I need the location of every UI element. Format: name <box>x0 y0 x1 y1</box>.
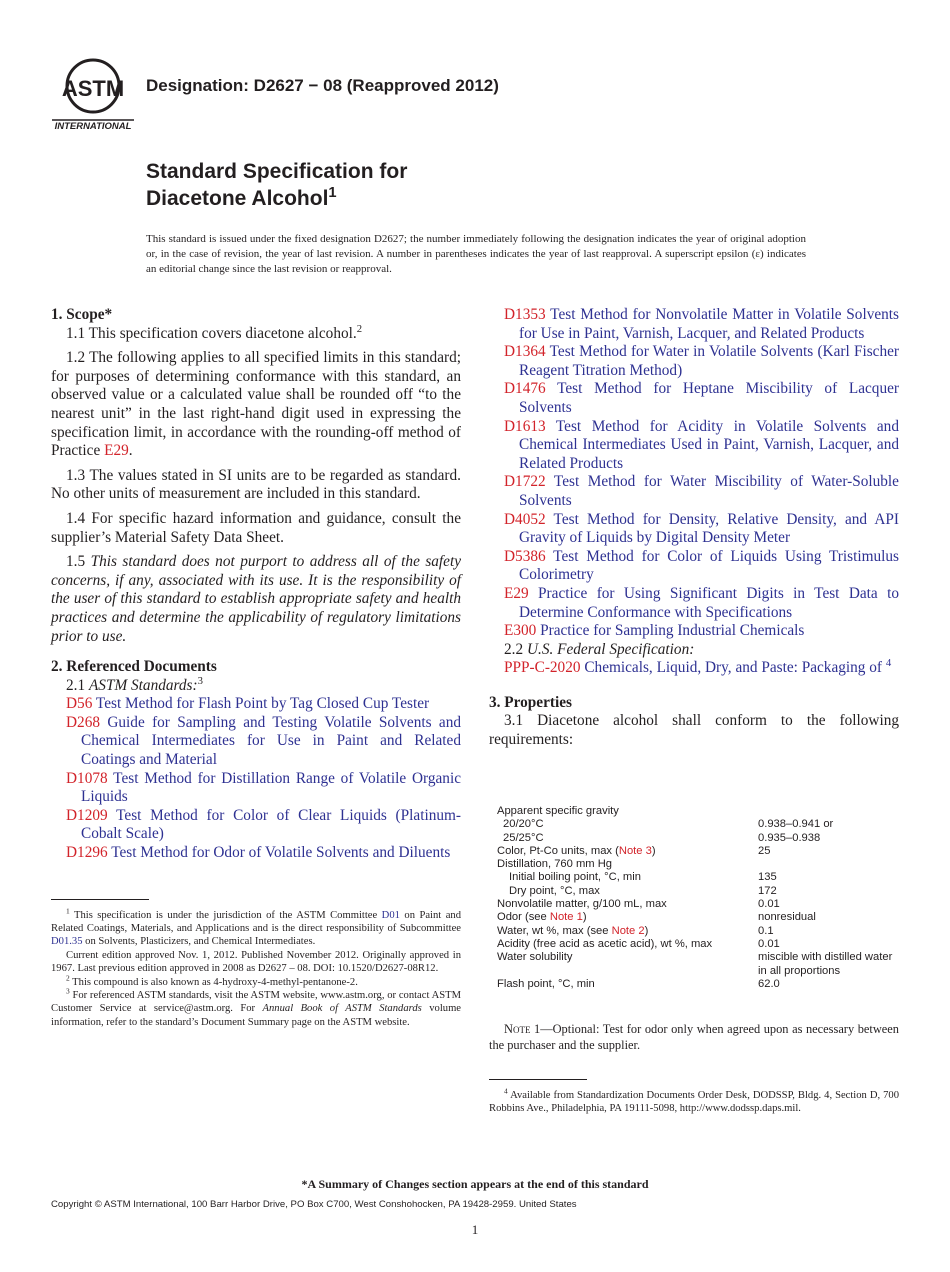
footnote-4 <box>489 1086 899 1116</box>
fn2-text: This compound is also known as 4-hydroxy-4-methyl-pentanone-2. <box>72 976 358 988</box>
ref-code-link[interactable]: E300 <box>504 622 537 640</box>
property-row <box>497 885 892 898</box>
property-label: Water, wt %, max (see Note 2) <box>497 924 649 937</box>
astm-ref-e29 <box>504 585 899 622</box>
d01-link[interactable]: D01 <box>381 909 400 921</box>
astm-logo-icon <box>52 58 134 134</box>
astm-ref-d1353 <box>504 306 899 343</box>
right-column <box>489 306 899 756</box>
fn2-mark: 2 <box>66 973 70 983</box>
property-row <box>497 845 892 858</box>
property-value: 0.935–0.938 <box>758 831 821 844</box>
astm-ref-d1476 <box>504 380 899 417</box>
fn3-mark: 3 <box>66 986 70 996</box>
page-number: 1 <box>471 1222 479 1237</box>
property-label: Acidity (free acid as acetic acid), wt %, max <box>497 937 713 950</box>
astm-ref-d1613 <box>504 418 899 474</box>
property-label: Apparent specific gravity <box>497 805 619 817</box>
ref-code-link[interactable]: D1613 <box>504 417 546 435</box>
property-row <box>497 951 892 964</box>
scope-1-3: 1.3 The values stated in SI units are to be regarded as standard. No other units of measurement are included in this standard. <box>51 466 461 503</box>
property-row <box>497 925 892 938</box>
scope-1-2 <box>51 349 461 461</box>
e29-link[interactable]: E29 <box>104 442 129 460</box>
property-label: Color, Pt-Co units, max (Note 3) <box>497 844 656 857</box>
federal-spec-num: 2.2 <box>504 640 524 658</box>
fn1-b: on Paint and Related Coatings, Materials, and Applications and is the direct responsibility of Subcommittee <box>51 909 461 935</box>
property-value <box>758 858 892 871</box>
ref-code-link[interactable]: D1353 <box>504 306 546 323</box>
title-line-2 <box>146 185 407 212</box>
scope-1-2-end: . <box>128 442 133 460</box>
footnote-1 <box>51 906 461 949</box>
ref-title-link[interactable]: Test Method for Acidity in Volatile Solvents and Chemical Intermediates Used in Paint, Varnish, Lacquer, and Related Products <box>519 417 899 472</box>
astm-ref-d1364 <box>504 343 899 380</box>
ref-code-link[interactable]: D1364 <box>504 343 546 361</box>
ref-code-link[interactable]: D56 <box>66 695 93 713</box>
ref-code-link[interactable]: D1209 <box>66 806 108 824</box>
property-value: 25 <box>758 844 771 857</box>
astm-logo <box>52 58 134 134</box>
scope-1-1 <box>51 322 461 344</box>
property-label <box>497 965 758 978</box>
standard-notice: This standard is issued under the fixed designation D2627; the number immediately following the designation indicates the year of original adoption or, in the case of revision, the year of last revision. A number in parentheses indicates the year of last reapproval. A superscript epsilon (ε) indicates an editorial change since the last revision or reapproval. <box>146 233 806 275</box>
property-value: miscible with distilled water <box>758 951 893 964</box>
property-label: 20/20°C <box>503 818 544 831</box>
ref-title-link[interactable]: Test Method for Distillation Range of Volatile Organic Liquids <box>81 769 461 806</box>
ref-title-link[interactable]: Test Method for Density, Relative Density, and API Gravity of Liquids by Digital Density Meter <box>519 510 899 547</box>
astm-ref-d56 <box>66 695 461 714</box>
property-value <box>758 805 892 818</box>
federal-ref-sup: 4 <box>885 657 892 670</box>
ref-code-link[interactable]: D1722 <box>504 473 546 491</box>
ref-title-link[interactable]: Test Method for Nonvolatile Matter in Volatile Solvents for Use in Paint, Varnish, Lacquer, and Related Products <box>519 306 899 342</box>
footnote-1-edition: Current edition approved Nov. 1, 2012. Published November 2012. Originally approved in 1967. Last previous edition approved in 2008 as D2627 – 08. DOI: 10.1520/D2627-08R12. <box>51 949 461 975</box>
scope-1-5 <box>51 553 461 646</box>
footnotes-left <box>51 906 462 1030</box>
property-label: Odor (see Note 1) <box>497 911 587 924</box>
properties-table <box>497 805 892 991</box>
astm-standards-text: ASTM Standards: <box>88 676 198 694</box>
property-value: 0.1 <box>758 924 774 937</box>
scope-1-5-num: 1.5 <box>66 553 86 571</box>
fn1-c: on Solvents, Plasticizers, and Chemical Intermediates. <box>85 936 316 948</box>
property-label: Water solubility <box>497 951 573 964</box>
title-footnote-mark: 1 <box>328 185 337 201</box>
fn1-mark: 1 <box>66 906 70 916</box>
page-title <box>146 158 407 212</box>
property-value: 0.938–0.941 or <box>758 818 834 831</box>
ref-title-link[interactable]: Test Method for Color of Clear Liquids (Platinum-Cobalt Scale) <box>81 806 461 843</box>
property-row <box>497 832 892 845</box>
property-row <box>497 898 892 911</box>
property-row <box>497 911 892 924</box>
astm-standards-label <box>51 674 461 696</box>
property-row <box>497 978 892 991</box>
astm-ref-d1209 <box>66 807 461 844</box>
scope-1-4: 1.4 For specific hazard information and guidance, consult the supplier’s Material Safety Data Sheet. <box>51 509 461 546</box>
astm-refs-right <box>489 306 899 641</box>
ref-title-link[interactable]: Test Method for Color of Liquids Using Tristimulus Colorimetry <box>519 547 899 584</box>
note-1-text: —Optional: Test for odor only when agreed upon as necessary between the purchaser and the supplier. <box>489 1022 899 1052</box>
property-value: 135 <box>758 871 777 884</box>
astm-ref-d1722 <box>504 473 899 510</box>
fn3-b: volume information, refer to the standard’s Document Summary page on the ASTM website. <box>51 1003 462 1028</box>
ppp-c-2020-link[interactable]: PPP-C-2020 <box>504 659 581 677</box>
property-row <box>497 858 892 871</box>
property-row <box>497 871 892 884</box>
fn4-mark: 4 <box>504 1086 508 1096</box>
note-link[interactable]: Note 2 <box>611 924 645 937</box>
footnote-rule <box>51 899 149 900</box>
properties-intro: 3.1 Diacetone alcohol shall conform to the following requirements: <box>489 712 899 749</box>
ref-title-link[interactable]: Practice for Using Significant Digits in Test Data to Determine Conformance with Specifications <box>519 584 899 621</box>
ref-code-link[interactable]: D5386 <box>504 547 546 565</box>
logo-subtext: INTERNATIONAL <box>54 121 132 132</box>
scope-1-1-sup: 2 <box>356 322 363 335</box>
federal-spec-text: U.S. Federal Specification: <box>526 640 695 658</box>
ref-code-link[interactable]: D1296 <box>66 844 108 862</box>
property-label: Flash point, °C, min <box>497 977 595 990</box>
property-row <box>497 805 892 818</box>
ref-title-link[interactable]: Test Method for Odor of Volatile Solvents and Diluents <box>111 844 451 862</box>
property-label: Distillation, 760 mm Hg <box>497 858 613 871</box>
fn1-a: This specification is under the jurisdiction of the ASTM Committee <box>73 909 378 921</box>
ref-title-link[interactable]: Test Method for Water Miscibility of Water-Soluble Solvents <box>519 473 899 509</box>
ref-code-link[interactable]: D4052 <box>504 510 546 528</box>
ref-code-link[interactable]: D268 <box>66 713 100 731</box>
properties-heading: 3. Properties <box>489 693 572 711</box>
astm-ref-d5386 <box>504 548 899 585</box>
property-value: 62.0 <box>758 977 780 990</box>
scope-1-2-text: 1.2 The following applies to all specified limits in this standard; for purposes of determining conformance with this standard, an observed value or a calculated value shall be rounded off “to the nearest unit” in the last right-hand digit used in expressing the specification limit, in accordance with the rounding-off method of Practice <box>51 349 461 460</box>
note-1 <box>489 1021 899 1053</box>
ref-title-link[interactable]: Test Method for Water in Volatile Solvents (Karl Fischer Reagent Titration Method) <box>519 343 899 379</box>
property-row <box>497 938 892 951</box>
astm-ref-e300 <box>504 622 899 641</box>
ref-title-link[interactable]: Guide for Sampling and Testing Volatile Solvents and Chemical Intermediates for Use in Paint and Related Coatings and Material <box>81 713 462 769</box>
property-label: Nonvolatile matter, g/100 mL, max <box>497 898 667 911</box>
property-label: 25/25°C <box>503 831 544 844</box>
ref-code-link[interactable]: E29 <box>504 584 529 602</box>
scope-1-1-text: 1.1 This specification covers diacetone alcohol. <box>66 324 357 342</box>
fn3-a: For referenced ASTM standards, visit the ASTM website, www.astm.org, or contact ASTM Customer Service at service@astm.org. For <box>51 990 461 1015</box>
property-value: in all proportions <box>758 964 841 977</box>
d01-35-link[interactable]: D01.35 <box>51 936 83 948</box>
summary-of-changes-notice: *A Summary of Changes section appears at the end of this standard <box>301 1177 649 1191</box>
footnote-3 <box>51 986 462 1029</box>
ref-title-link[interactable]: Test Method for Flash Point by Tag Closed Cup Tester <box>95 695 430 713</box>
ref-title-link[interactable]: Test Method for Heptane Miscibility of Lacquer Solvents <box>519 380 899 416</box>
footnote-2 <box>51 973 461 989</box>
property-label: Initial boiling point, °C, min <box>509 871 641 884</box>
property-row <box>497 818 892 831</box>
note-1-label: Note 1 <box>504 1022 541 1036</box>
astm-ref-d1296 <box>66 844 461 863</box>
property-label: Dry point, °C, max <box>509 884 600 897</box>
astm-ref-d4052 <box>504 511 899 548</box>
designation: Designation: D2627 − 08 (Reapproved 2012) <box>146 76 499 95</box>
copyright: Copyright © ASTM International, 100 Barr Harbor Drive, PO Box C700, West Conshohocken, PA 19428-2959. United States <box>51 1199 577 1210</box>
ref-code-link[interactable]: D1476 <box>504 380 546 398</box>
property-value: 0.01 <box>758 898 780 911</box>
astm-refs-left <box>51 695 461 862</box>
fn4-text: Available from Standardization Documents Order Desk, DODSSP, Bldg. 4, Section D, 700 Robbins Ave., Philadelphia, PA 19111-5098, http://www.dodssp.daps.mil. <box>489 1090 899 1115</box>
property-row <box>497 965 892 978</box>
property-value: nonresidual <box>758 911 816 924</box>
note-link[interactable]: Note 3 <box>618 844 652 857</box>
astm-ref-d268 <box>66 714 461 770</box>
refdocs-heading: 2. Referenced Documents <box>51 658 217 676</box>
scope-1-5-text: This standard does not purport to address all of the safety concerns, if any, associated with its use. It is the responsibility of the user of this standard to establish appropriate safety and health practices and determine the applicability of regulatory limitations prior to use. <box>51 553 462 645</box>
astm-standards-num: 2.1 <box>66 676 86 694</box>
federal-ref <box>504 659 899 678</box>
astm-standards-sup: 3 <box>197 674 203 687</box>
ref-code-link[interactable]: D1078 <box>66 769 108 787</box>
title-line-1: Standard Specification for <box>146 160 408 183</box>
scope-heading: 1. Scope* <box>51 306 113 323</box>
ppp-c-2020-title[interactable]: Chemicals, Liquid, Dry, and Paste: Packaging of <box>584 659 883 677</box>
title-line-2-text: Diacetone Alcohol <box>146 187 329 210</box>
astm-ref-d1078 <box>66 770 461 807</box>
footnote-rule-right <box>489 1079 587 1080</box>
fn3-italic: Annual Book of ASTM Standards <box>262 1003 422 1015</box>
ref-title-link[interactable]: Practice for Sampling Industrial Chemicals <box>540 622 805 640</box>
left-column <box>51 306 461 1029</box>
federal-spec-label <box>489 641 899 660</box>
logo-text: ASTM <box>61 76 125 101</box>
property-value: 0.01 <box>758 937 780 950</box>
property-value: 172 <box>758 884 777 897</box>
note-link[interactable]: Note 1 <box>549 911 583 924</box>
